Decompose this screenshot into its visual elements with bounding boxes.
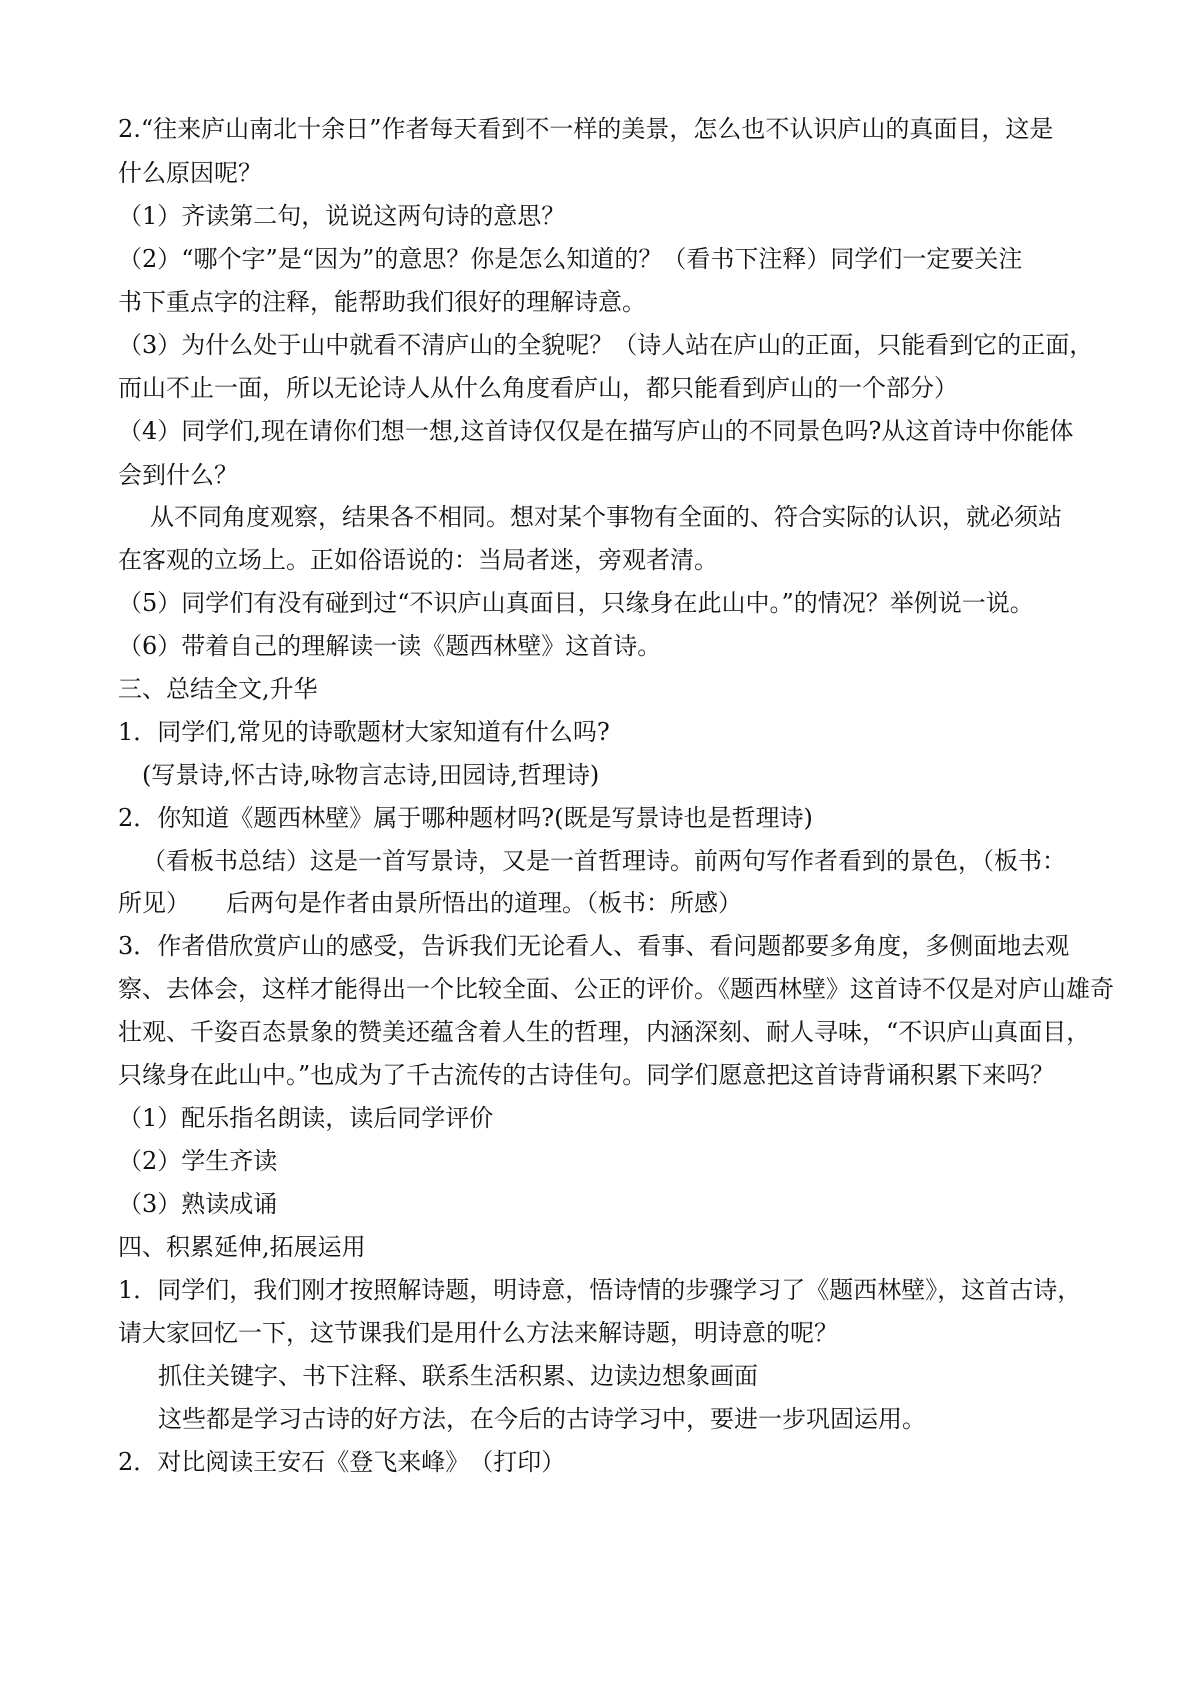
text-line: 只缘身在此山中。”也成为了千古流传的古诗佳句。同学们愿意把这首诗背诵积累下来吗？ — [118, 1061, 1055, 1089]
text-line: 书下重点字的注释，能帮助我们很好的理解诗意。 — [118, 288, 646, 316]
text-line: （看板书总结）这是一首写景诗，又是一首哲理诗。前两句写作者看到的景色，（板书： — [142, 847, 1066, 875]
text-line: 在客观的立场上。正如俗语说的：当局者迷，旁观者清。 — [118, 546, 718, 574]
section-heading: 三、总结全文,升华 — [118, 675, 318, 703]
text-line: （2）“哪个字”是“因为”的意思？你是怎么知道的？（看书下注释）同学们一定要关注 — [118, 245, 1023, 273]
text-line: 而山不止一面，所以无论诗人从什么角度看庐山，都只能看到庐山的一个部分） — [118, 374, 958, 402]
text-line: （1）配乐指名朗读，读后同学评价 — [118, 1104, 494, 1132]
text-line: 1．同学们，我们刚才按照解诗题，明诗意，悟诗情的步骤学习了《题西林壁》，这首古诗， — [118, 1276, 1082, 1304]
text-line: 所见） 后两句是作者由景所悟出的道理。（板书：所感） — [118, 889, 742, 917]
text-line: 察、去体会，这样才能得出一个比较全面、公正的评价。《题西林壁》这首诗不仅是对庐山雄奇 — [118, 975, 1114, 1003]
text-line: 1．同学们,常见的诗歌题材大家知道有什么吗? — [118, 718, 610, 746]
text-line: 抓住关键字、书下注释、联系生活积累、边读边想象画面 — [158, 1362, 758, 1390]
text-line: 3．作者借欣赏庐山的感受，告诉我们无论看人、看事、看问题都要多角度，多侧面地去观 — [118, 932, 1070, 960]
text-line: （6）带着自己的理解读一读《题西林壁》这首诗。 — [118, 632, 662, 660]
text-line: 2.“往来庐山南北十余日”作者每天看到不一样的美景，怎么也不认识庐山的真面目，这是 — [118, 115, 1054, 143]
text-line: 从不同角度观察，结果各不相同。想对某个事物有全面的、符合实际的认识，就必须站 — [150, 503, 1062, 531]
text-line: 2．你知道《题西林壁》属于哪种题材吗?(既是写景诗也是哲理诗) — [118, 804, 813, 832]
text-line: 壮观、千姿百态景象的赞美还蕴含着人生的哲理，内涵深刻、耐人寻味，“不识庐山真面目， — [118, 1018, 1091, 1046]
text-line: 2．对比阅读王安石《登飞来峰》 （打印） — [118, 1448, 566, 1476]
text-line: （4）同学们,现在请你们想一想,这首诗仅仅是在描写庐山的不同景色吗?从这首诗中你能体 — [118, 417, 1074, 445]
text-line: （3）熟读成诵 — [118, 1190, 278, 1218]
text-line: （2）学生齐读 — [118, 1147, 278, 1175]
text-line: 什么原因呢？ — [118, 159, 262, 187]
text-line: (写景诗,怀古诗,咏物言志诗,田园诗,哲理诗) — [142, 761, 600, 789]
text-line: 这些都是学习古诗的好方法，在今后的古诗学习中，要进一步巩固运用。 — [158, 1405, 926, 1433]
text-line: （5）同学们有没有碰到过“不识庐山真面目，只缘身在此山中。”的情况？举例说一说。 — [118, 589, 1034, 617]
text-line: 会到什么？ — [118, 461, 238, 489]
section-heading: 四、积累延伸,拓展运用 — [118, 1233, 366, 1261]
text-line: （1）齐读第二句，说说这两句诗的意思？ — [118, 202, 566, 230]
text-line: （3）为什么处于山中就看不清庐山的全貌呢？（诗人站在庐山的正面，只能看到它的正面， — [118, 331, 1094, 359]
text-line: 请大家回忆一下，这节课我们是用什么方法来解诗题，明诗意的呢？ — [118, 1319, 838, 1347]
